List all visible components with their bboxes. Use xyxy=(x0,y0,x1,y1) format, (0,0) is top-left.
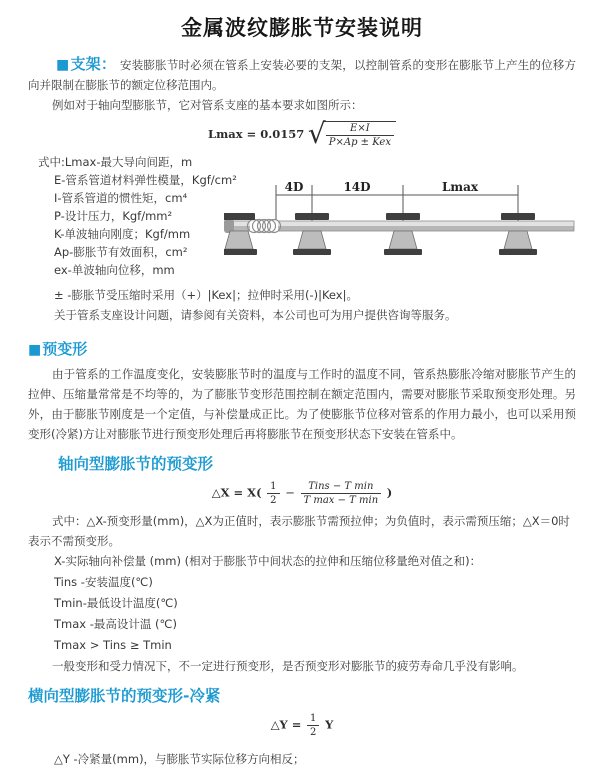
lmax-formula xyxy=(28,117,576,150)
variable-line: K-单波轴向刚度；Kgf/mm xyxy=(54,227,191,241)
axial-item-line: X-实际轴向补偿量 (mm) (相对于膨胀节中间状态的拉伸和压缩位移量绝对值之和)： xyxy=(54,554,482,568)
lateral-formula-lhs: △Y = xyxy=(270,717,302,732)
guide-support-icon xyxy=(384,213,422,255)
support-example-line: 例如对于轴向型膨胀节，它对管系支座的基本要求如图所示： xyxy=(52,98,363,112)
section-square-icon: ■ xyxy=(28,342,42,358)
lateral-half-numerator: 1 xyxy=(307,712,319,726)
lateral-fraction-half xyxy=(305,712,321,739)
half-numerator: 1 xyxy=(267,480,279,494)
lmax-fraction-denominator: P×Ap ± Kex xyxy=(328,137,391,148)
axial-note-paragraph: 一般变形和受力情况下，不一定进行预变形，是否预变形对膨胀节的疲劳寿命几乎没有影响。 xyxy=(52,659,524,673)
temp-fraction-denominator: T max − T min xyxy=(303,495,379,506)
support-section-heading: 支架： xyxy=(70,55,117,73)
predeform-section-heading xyxy=(28,339,576,360)
predeform-heading-text: 预变形 xyxy=(42,340,88,358)
lmax-fraction-numerator: E×I xyxy=(326,122,394,136)
support-intro-text: 安装膨胀节时必须在管系上安装必要的支架，以控制管系的变形在膨胀节上产生的位移方向并限制在膨胀节的额定位移范围内。 xyxy=(28,58,576,92)
kex-note-line: ± -膨胀节受压缩时采用（+）|Kex|；拉伸时采用(-)|Kex|。 xyxy=(54,288,358,302)
variables-and-diagram xyxy=(28,153,576,285)
guide-support-icon xyxy=(293,213,331,255)
guide-support-icon xyxy=(499,213,537,255)
axial-item-line: Tins -安装温度(℃) xyxy=(54,575,153,589)
dimension-label-14d: 14D xyxy=(343,180,371,194)
axial-item-line: Tmax > Tins ≥ Tmin xyxy=(54,638,172,652)
variable-line: Ap-膨胀节有效面积，cm² xyxy=(54,245,188,259)
axial-formula-lhs: △X = X( xyxy=(211,485,262,500)
dimension-label-4d: 4D xyxy=(284,180,304,194)
lateral-subheading: 横向型膨胀节的预变形-冷紧 xyxy=(28,687,221,705)
pipe-support-diagram xyxy=(224,179,580,281)
bellows-icon xyxy=(248,220,281,233)
lmax-fraction xyxy=(324,122,396,149)
axial-formula-close-paren: ) xyxy=(386,485,393,500)
section-square-icon: ■ xyxy=(56,57,70,73)
axial-item-line: Tmin-最低设计温度(℃) xyxy=(54,596,178,610)
radical-glyph: √ xyxy=(307,117,326,150)
variable-line: 式中:Lmax-最大导向间距，m xyxy=(38,155,193,169)
sqrt-radical xyxy=(307,117,396,150)
axial-fraction-half xyxy=(265,480,281,507)
minus-operator: − xyxy=(285,485,295,500)
page-title: 金属波纹膨胀节安装说明 xyxy=(181,16,423,40)
axial-fraction-temperature xyxy=(299,480,384,507)
variable-line: I-管系管道的惯性矩，cm⁴ xyxy=(54,191,188,205)
variable-line: ex-单波轴向位移，mm xyxy=(54,263,175,277)
variable-line: P-设计压力，Kgf/mm² xyxy=(54,209,173,223)
lateral-formula xyxy=(28,712,576,739)
axial-formula xyxy=(28,480,576,507)
pipe-support-diagram-svg xyxy=(224,179,580,281)
half-denominator: 2 xyxy=(270,495,277,506)
support-intro-paragraph xyxy=(28,54,576,95)
temp-fraction-numerator: Tins − T min xyxy=(301,480,382,494)
axial-item-line: Tmax -最高设计温 (℃) xyxy=(54,617,177,631)
dimension-label-lmax: Lmax xyxy=(441,180,479,194)
lateral-formula-rhs: Y xyxy=(325,717,334,732)
predeform-body-paragraph: 由于管系的工作温度变化，安装膨胀节时的温度与工作时的温度不同，管系热膨胀冷缩对膨胀节产生的拉伸、压缩量常常是不均等的，为了膨胀节变形范围控制在额定范围内，需要对膨胀节采取预变形处理。另外，由于膨胀节刚度是一个定值，与补偿量成正比。为了使膨胀节位移对管系的作用力最小，也可以采用预变形(冷紧)方让对膨胀节进行预变形处理后再将膨胀节在预变形状态下安装在管系中。 xyxy=(28,367,576,441)
service-note-line: 关于管系支座设计问题，请参阅有关资料，本公司也可为用户提供咨询等服务。 xyxy=(54,308,457,322)
lateral-note-line: △Y -冷紧量(mm)，与膨胀节实际位移方向相反； xyxy=(54,752,305,766)
axial-subheading: 轴向型膨胀节的预变形 xyxy=(58,455,214,473)
axial-desc-paragraph: 式中：△X-预变形量(mm)，△X为正值时，表示膨胀节需预拉伸；为负值时，表示需预压缩；△X＝0时表示不需预变形。 xyxy=(28,514,570,548)
variable-line: E-管系管道材料弹性模量，Kgf/cm² xyxy=(54,173,237,187)
lmax-formula-lhs: Lmax = 0.0157 xyxy=(208,127,305,141)
lateral-half-denominator: 2 xyxy=(310,727,317,738)
anchor-support-icon xyxy=(224,213,257,255)
